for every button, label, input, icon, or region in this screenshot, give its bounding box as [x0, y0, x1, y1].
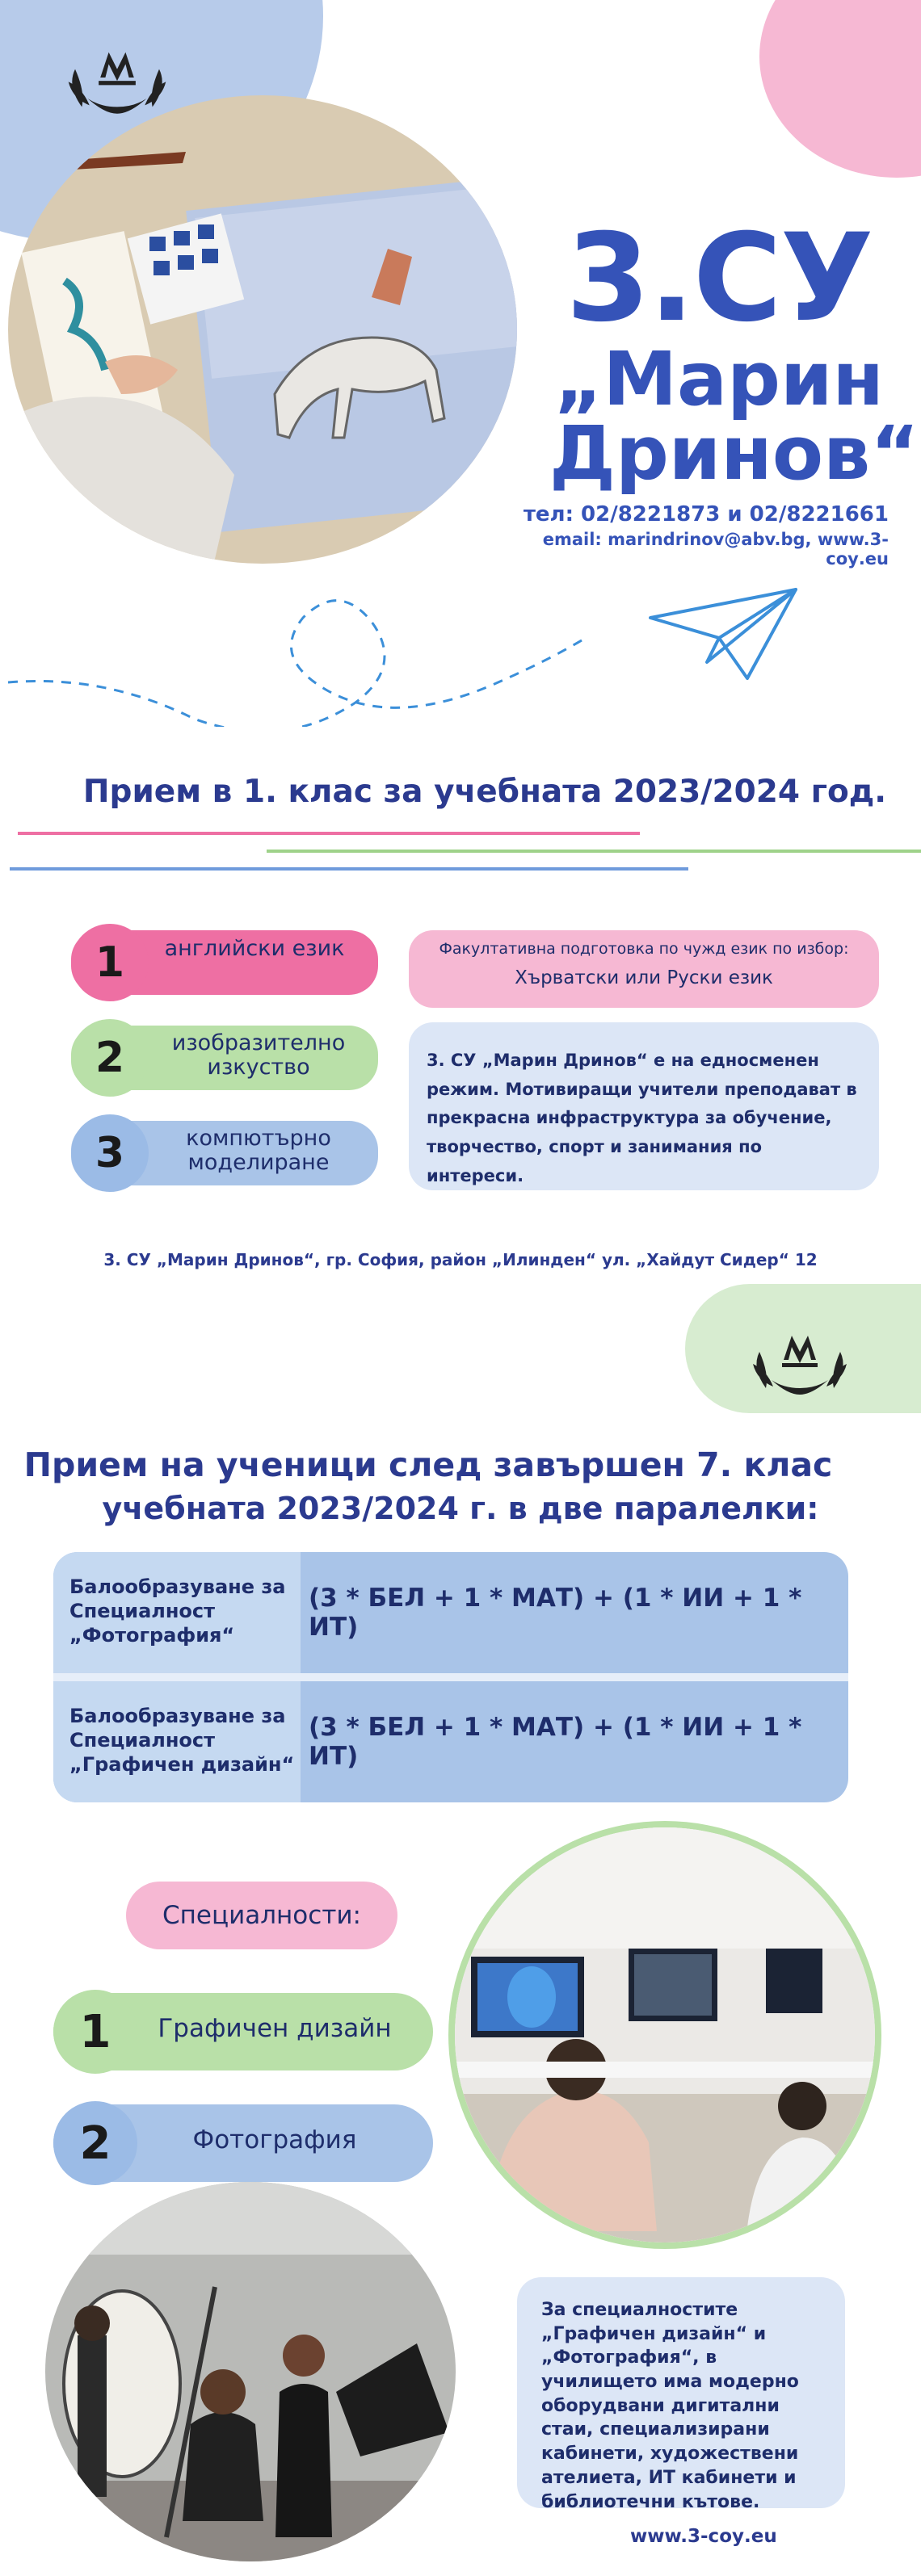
specialty-1-number: 1: [53, 1990, 137, 2074]
contact-block: [509, 502, 889, 568]
item-2-number: 2: [71, 1019, 149, 1097]
table-row: [53, 1552, 848, 1673]
item-3-number: 3: [71, 1114, 149, 1192]
seventh-grade-title-line1: Прием на ученици след завършен 7. клас: [23, 1445, 833, 1484]
score-formula-table: [53, 1552, 848, 1802]
specialties-info-text: За специалностите „Графичен дизайн“ и „Фотография“, в училището има модерно оборудвани дигитални стаи, специализирани кабинети, художествени ателиета, ИТ кабинети и библиотечни кътове.: [541, 2300, 799, 2512]
school-address: 3. СУ „Марин Дринов“, гр. София, район „Илинден“ ул. „Хайдут Сидер“ 12: [103, 1250, 818, 1269]
school-logo-top: [57, 36, 178, 120]
school-number: 3.СУ: [566, 208, 873, 349]
row-separator: [53, 1673, 848, 1681]
phone-text: тел: 02/8221873 и 02/8221661: [523, 502, 889, 527]
optional-language-box: [409, 930, 879, 1008]
item-1-label: английски език: [164, 936, 345, 961]
optional-language-value: Хърватски или Руски език: [515, 967, 773, 988]
specialty-2-label: Фотография: [192, 2125, 357, 2154]
specialty-2-number: 2: [53, 2101, 137, 2185]
footer-website: www.3-соу.eu: [630, 2526, 777, 2547]
item-1-number: 1: [71, 924, 149, 1001]
computer-lab-photo: [448, 1821, 881, 2249]
school-name-line1: „Марин: [554, 336, 884, 422]
row-1-formula: (3 * БЕЛ + 1 * МАТ) + (1 * ИИ + 1 * ИТ): [309, 1584, 802, 1642]
specialty-1-label: Графичен дизайн: [158, 2014, 392, 2043]
seventh-grade-title-line2: учебната 2023/2024 г. в две паралелки:: [102, 1491, 819, 1526]
email-text: email: marindrinov@abv.bg, www.3-соу.eu: [542, 530, 889, 568]
specialties-heading-pill: [126, 1882, 397, 1949]
school-name-line2: Дринов“: [549, 410, 919, 497]
school-name: [549, 208, 919, 497]
row-1-label: Балообразуване за Специалност „Фотография“: [53, 1552, 301, 1673]
row-2-label: Балообразуване за Специалност „Графичен дизайн“: [53, 1681, 301, 1802]
table-row: [53, 1681, 848, 1802]
title-underline-pink: [18, 832, 640, 835]
row-2-formula: (3 * БЕЛ + 1 * МАТ) + (1 * ИИ + 1 * ИТ): [309, 1713, 802, 1771]
optional-language-title: Факултативна подготовка по чужд език по избор:: [439, 940, 849, 958]
photography-studio-photo: [45, 2182, 456, 2561]
title-underline-blue: [10, 867, 688, 871]
painting-photo: [8, 95, 517, 564]
first-grade-title: Прием в 1. клас за учебната 2023/2024 год.: [82, 774, 887, 810]
school-description-box: [409, 1022, 879, 1190]
title-underline-green: [267, 850, 921, 853]
school-description: 3. СУ „Марин Дринов“ е на едносменен режим. Мотивиращи учители преподават в прекрасна инфраструктура за обучение, творчество, спорт и занимания по интереси.: [427, 1051, 857, 1185]
specialties-heading: Специалности:: [162, 1901, 361, 1930]
item-3-label: компютърно моделиране: [186, 1126, 331, 1175]
specialties-info-box: [517, 2277, 845, 2512]
pink-corner-blob: [759, 0, 921, 178]
paper-plane-icon: [642, 581, 804, 694]
school-logo-bottom: [743, 1319, 856, 1400]
item-2-label: изобразително изкуство: [171, 1030, 346, 1080]
